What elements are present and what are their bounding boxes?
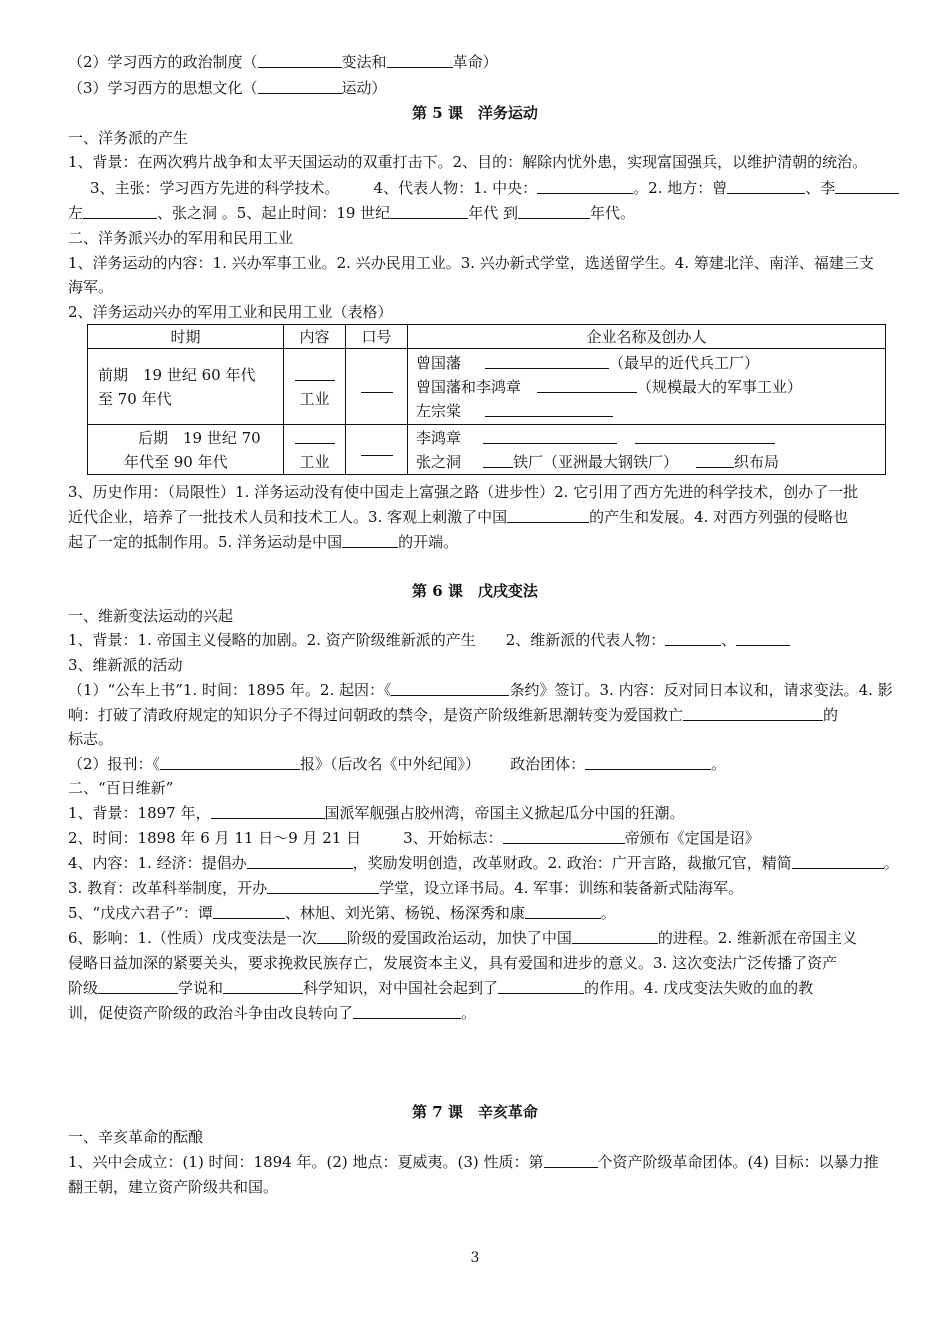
table-row — [88, 349, 886, 425]
paragraph — [68, 1001, 918, 1025]
slogan-cell — [346, 425, 408, 475]
text: 、林旭、刘光第、杨锐、杨深秀和康 — [284, 904, 525, 922]
text: 2、维新派的代表人物： — [505, 631, 666, 649]
fill-blank[interactable] — [342, 532, 398, 548]
text: 阶级 — [68, 979, 99, 997]
text: 1、背景：1. 帝国主义侵略的加剧。2. 资产阶级维新派的产生 — [68, 631, 476, 649]
text: 左 — [68, 204, 84, 222]
paragraph — [68, 851, 918, 875]
fill-blank[interactable] — [258, 52, 342, 68]
paragraph — [68, 530, 918, 554]
header-companies: 企业名称及创办人 — [408, 325, 886, 349]
company-line — [416, 375, 885, 399]
paragraph: 侵略日益加深的紧要关头，要求挽救民族存亡，发展资本主义，具有爱国和进步的意义。3. 这次变法广泛传播了资产 — [68, 954, 838, 972]
paragraph — [68, 1150, 918, 1174]
text: 。 — [711, 755, 727, 773]
fill-blank[interactable] — [503, 828, 625, 844]
fill-blank[interactable] — [483, 452, 513, 468]
text: 个资产阶级革命团体。(4) 目标：以暴力推 — [597, 1153, 879, 1171]
lesson7-title: 第 7 课 辛亥革命 — [412, 1103, 538, 1121]
slogan-cell — [346, 349, 408, 425]
paragraph — [68, 703, 918, 727]
section-heading: 二、洋务派兴办的军用和民用工业 — [68, 229, 294, 247]
fill-blank[interactable] — [295, 365, 335, 381]
text: 年代。 — [589, 204, 635, 222]
fill-blank[interactable] — [223, 978, 303, 994]
fill-blank[interactable] — [507, 507, 589, 523]
text: 至 70 年代 — [98, 389, 172, 408]
section-heading: 一、辛亥革命的酝酿 — [68, 1128, 204, 1146]
text: 1、背景：1897 年， — [68, 804, 211, 822]
text: 2、时间：1898 年 6 月 11 日～9 月 21 日 — [68, 829, 362, 847]
text: （1）“公车上书”1. 时间：1895 年。2. 起因：《 — [68, 681, 392, 699]
text: 曾国藩和李鸿章 — [416, 377, 522, 396]
text: 铁厂（亚洲最大钢铁厂） — [513, 452, 679, 471]
paragraph: 3、历史作用：（局限性）1. 洋务运动没有使中国走上富强之路（进步性）2. 它引用了西方先进的科学技术，创办了一批 — [68, 483, 859, 501]
text: 织布局 — [734, 452, 780, 471]
period-cell — [88, 425, 284, 475]
fill-blank[interactable] — [98, 978, 178, 994]
paragraph — [68, 752, 918, 776]
fill-blank[interactable] — [213, 903, 285, 919]
text: 3、开始标志： — [403, 829, 503, 847]
text: 近代企业，培养了一批技术人员和技术工人。3. 客观上刺激了中国 — [68, 508, 508, 526]
text: 1、兴中会成立：(1) 时间：1894 年。(2) 地点：夏威夷。(3) 性质：第 — [68, 1153, 544, 1171]
fill-blank[interactable] — [635, 428, 775, 444]
company-line — [416, 426, 885, 450]
content-cell — [284, 349, 346, 425]
fill-blank[interactable] — [258, 78, 342, 94]
fill-blank[interactable] — [518, 203, 590, 219]
text: 、张之洞 。5、起止时间：19 世纪 — [157, 204, 391, 222]
fill-blank[interactable] — [485, 401, 613, 417]
text: 工业 — [299, 389, 330, 408]
text: 左宗棠 — [416, 401, 462, 420]
text: 的作用。4. 戊戌变法失败的血的教 — [584, 979, 814, 997]
fill-blank[interactable] — [498, 978, 584, 994]
text: 的产生和发展。4. 对西方列强的侵略也 — [589, 508, 849, 526]
fill-blank[interactable] — [736, 630, 790, 646]
text: （2）报刊：《 — [68, 755, 161, 773]
companies-cell — [408, 425, 886, 475]
lesson6-title: 第 6 课 戊戌变法 — [412, 582, 538, 600]
section-heading: 一、维新变法运动的兴起 — [68, 607, 234, 625]
industry-table — [87, 324, 886, 475]
paragraph: 3、维新派的活动 — [68, 656, 183, 674]
text: 政治团体： — [510, 755, 586, 773]
fill-blank[interactable] — [683, 705, 823, 721]
fill-blank[interactable] — [483, 428, 617, 444]
text: 后期 19 世纪 70 — [138, 428, 261, 447]
paragraph — [68, 926, 918, 950]
text: （3）学习西方的思想文化（ — [68, 79, 258, 97]
text: 。 — [883, 854, 899, 872]
companies-cell — [408, 349, 886, 425]
paragraph — [68, 678, 918, 702]
text: 。 — [600, 904, 616, 922]
text: （规模最大的军事工业） — [637, 377, 803, 396]
section-heading: 二、“百日维新” — [68, 779, 174, 797]
text: 。 — [461, 1004, 477, 1022]
text: 报》（后改名《中外纪闻》） — [300, 755, 481, 773]
text: 4、代表人物：1. 中央： — [373, 179, 538, 197]
fill-blank[interactable] — [572, 928, 658, 944]
text: 训，促使资产阶级的政治斗争由改良转向了 — [68, 1004, 354, 1022]
fill-blank[interactable] — [792, 853, 884, 869]
text: 学堂，设立译书局。4. 军事：训练和装备新式陆海军。 — [379, 879, 744, 897]
fill-blank[interactable] — [211, 803, 325, 819]
text: 4、内容：1. 经济：提倡办 — [68, 854, 247, 872]
header-period: 时期 — [88, 325, 284, 349]
paragraph — [68, 901, 918, 925]
fill-blank[interactable] — [585, 754, 711, 770]
text: 起了一定的抵制作用。5. 洋务运动是中国 — [68, 533, 343, 551]
fill-blank[interactable] — [353, 1003, 461, 1019]
paragraph — [68, 976, 918, 1000]
text: （最早的近代兵工厂） — [609, 353, 760, 372]
company-line — [416, 450, 885, 474]
paragraph — [68, 826, 918, 850]
fill-blank[interactable] — [83, 203, 157, 219]
text: 年代 到 — [468, 204, 518, 222]
company-line — [416, 351, 885, 375]
text: 张之洞 — [416, 452, 462, 471]
fill-blank[interactable] — [544, 1152, 598, 1168]
text: 。2. 地方：曾 — [633, 179, 728, 197]
paragraph: 翻王朝，建立资产阶级共和国。 — [68, 1178, 279, 1196]
text: 运动） — [341, 79, 387, 97]
fill-blank[interactable] — [361, 377, 393, 393]
text: 、 — [721, 631, 737, 649]
header-slogan: 口号 — [346, 325, 408, 349]
text: （2）学习西方的政治制度（ — [68, 53, 258, 71]
paragraph: 海军。 — [68, 278, 114, 296]
table-row — [88, 425, 886, 475]
text: 工业 — [299, 452, 330, 471]
paragraph: 标志。 — [68, 730, 114, 748]
text: 前期 19 世纪 60 年代 — [98, 365, 256, 384]
line-political-system — [68, 50, 918, 74]
text: 国派军舰强占胶州湾，帝国主义掀起瓜分中国的狂潮。 — [324, 804, 685, 822]
text: 条约》签订。3. 内容：反对同日本议和，请求变法。4. 影 — [509, 681, 893, 699]
text: 3. 教育：改革科举制度，开办 — [68, 879, 268, 897]
paragraph — [68, 505, 918, 529]
fill-blank[interactable] — [835, 178, 899, 194]
fill-blank[interactable] — [317, 928, 347, 944]
text: 年代至 90 年代 — [124, 452, 228, 471]
line-period — [68, 201, 918, 225]
paragraph — [68, 628, 918, 652]
paragraph: 2、洋务运动兴办的军用工业和民用工业（表格） — [68, 303, 393, 321]
fill-blank[interactable] — [525, 903, 601, 919]
period-cell — [88, 349, 284, 425]
fill-blank[interactable] — [295, 428, 335, 444]
lesson5-title: 第 5 课 洋务运动 — [412, 104, 538, 122]
text: 的开端。 — [398, 533, 459, 551]
fill-blank[interactable] — [160, 754, 300, 770]
text: 科学知识，对中国社会起到了 — [303, 979, 499, 997]
fill-blank[interactable] — [665, 630, 721, 646]
table-header-row — [88, 325, 886, 349]
fill-blank[interactable] — [537, 178, 633, 194]
fill-blank[interactable] — [696, 452, 734, 468]
fill-blank[interactable] — [391, 680, 509, 696]
page-number: 3 — [470, 1250, 480, 1266]
text: 3、主张：学习西方先进的科学技术。 — [90, 179, 340, 197]
paragraph: 1、背景：在两次鸦片战争和太平天国运动的双重打击下。2、目的：解除内忧外患，实现富国强兵，以维护清朝的统治。 — [68, 153, 868, 171]
fill-blank[interactable] — [267, 878, 379, 894]
fill-blank[interactable] — [361, 440, 393, 456]
text: 学说和 — [178, 979, 224, 997]
text: 、李 — [805, 179, 836, 197]
header-content: 内容 — [284, 325, 346, 349]
text: 5、“戊戌六君子”：谭 — [68, 904, 213, 922]
text: 帝颁布《定国是诏》 — [624, 829, 760, 847]
section-heading: 一、洋务派的产生 — [68, 129, 189, 147]
line-thought-culture — [68, 76, 918, 100]
company-line — [416, 399, 885, 423]
text: 李鸿章 — [416, 428, 462, 447]
text: 响：打破了清政府规定的知识分子不得过问朝政的禁令，是资产阶级维新思潮转变为爱国救亡 — [68, 706, 684, 724]
content-cell — [284, 425, 346, 475]
fill-blank[interactable] — [247, 853, 353, 869]
fill-blank[interactable] — [537, 377, 637, 393]
line-representatives — [90, 176, 940, 200]
fill-blank[interactable] — [390, 203, 468, 219]
paragraph: 1、洋务运动的内容：1. 兴办军事工业。2. 兴办民用工业。3. 兴办新式学堂，选送留学生。4. 筹建北洋、南洋、福建三支 — [68, 254, 874, 272]
fill-blank[interactable] — [485, 353, 609, 369]
paragraph — [68, 876, 918, 900]
text: 曾国藩 — [416, 353, 462, 372]
text: 变法和 — [341, 53, 387, 71]
text: 的进程。2. 维新派在帝国主义 — [657, 929, 857, 947]
text: 阶级的爱国政治运动，加快了中国 — [346, 929, 572, 947]
text: 的 — [823, 706, 839, 724]
fill-blank[interactable] — [727, 178, 805, 194]
text: ，奖励发明创造，改革财政。2. 政治：广开言路，裁撤冗官，精简 — [352, 854, 792, 872]
text: 革命） — [452, 53, 498, 71]
fill-blank[interactable] — [387, 52, 453, 68]
text: 6、影响：1.（性质）戊戌变法是一次 — [68, 929, 317, 947]
paragraph — [68, 801, 918, 825]
